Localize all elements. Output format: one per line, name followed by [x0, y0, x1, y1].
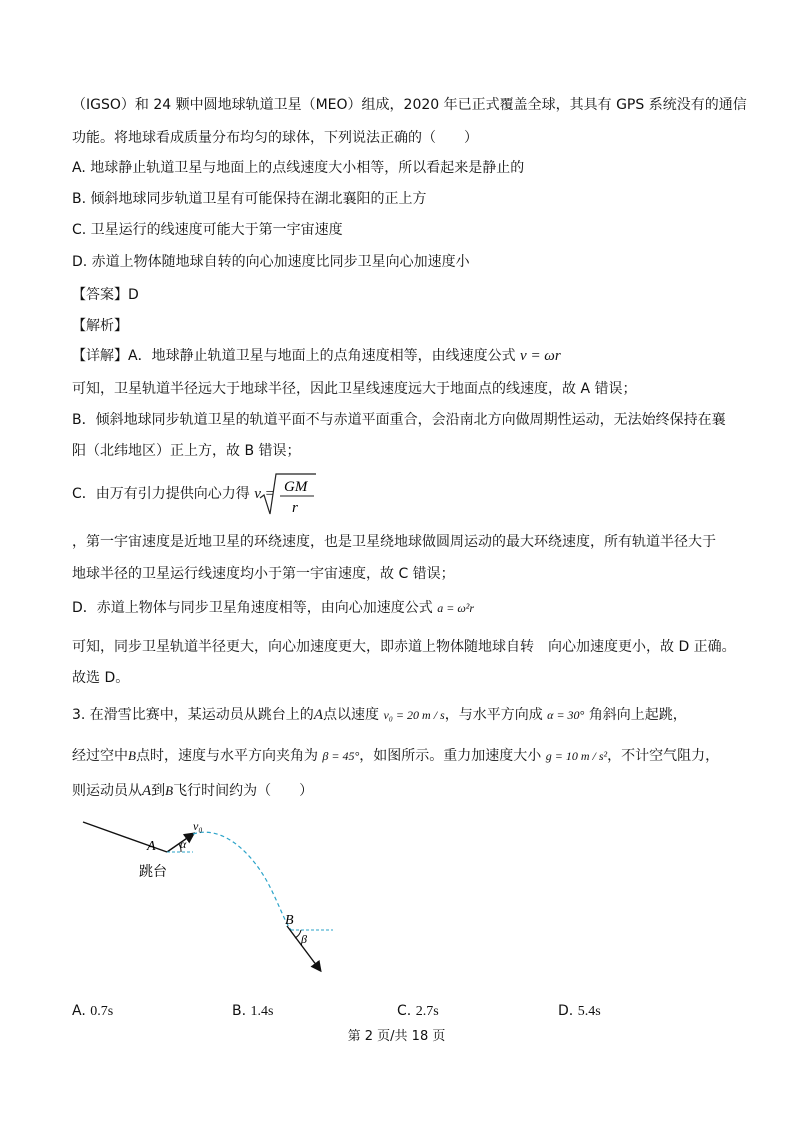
q3-text: ，与水平方向成: [444, 707, 543, 723]
q2-option-a: A. 地球静止轨道卫星与地面上的点线速度大小相等，所以看起来是静止的: [72, 160, 525, 176]
label-a: A: [147, 839, 156, 854]
label-v0: v₀: [193, 819, 203, 833]
q3-option-b: [232, 1001, 273, 1022]
option-key: C.: [397, 1003, 412, 1019]
q2-stem-line1: （IGSO）和 24 颗中圆地球轨道卫星（MEO）组成，2020 年已正式覆盖全球，其具有 GPS 系统没有的通信: [72, 97, 747, 113]
q3-g-value: g = 10 m / s²: [545, 749, 608, 763]
detail-c-line1: [72, 484, 275, 504]
q3-option-a: [72, 1001, 113, 1022]
detail-d-line2: 可知，同步卫星轨道半径更大，向心加速度更大，即赤道上物体随地球自转 向心加速度更小，故 D 正确。: [72, 639, 736, 655]
detail-b-line1: B．倾斜地球同步轨道卫星的轨道平面不与赤道平面重合，会沿南北方向做周期性运动，无法始终保持在襄: [72, 412, 726, 428]
detail-c-line2: ，第一宇宙速度是近地卫星的环绕速度，也是卫星绕地球做圆周运动的最大环绕速度，所有轨道半径大于: [72, 534, 716, 550]
q2-stem-line2: 功能。将地球看成质量分布均匀的球体，下列说法正确的（ ）: [72, 130, 478, 146]
q3-text: 点以速度: [322, 707, 379, 723]
q3-stem-line1: [72, 705, 687, 725]
q2-option-b: B. 倾斜地球同步轨道卫星有可能保持在湖北襄阳的正上方: [72, 191, 427, 207]
detail-d-text: D．赤道上物体与同步卫星角速度相等，由向心加速度公式: [72, 600, 433, 616]
formula-c-lhs: v =: [254, 486, 275, 502]
option-key: D.: [558, 1003, 574, 1019]
formula-c-numerator: GM: [284, 479, 308, 495]
q3-text: 则运动员从: [72, 783, 142, 799]
q3-stem-line3: [72, 781, 313, 801]
label-b: B: [285, 913, 294, 928]
q3-alpha-value: α = 30°: [547, 708, 585, 722]
q2-option-d: D. 赤道上物体随地球自转的向心加速度比同步卫星向心加速度小: [72, 254, 470, 270]
analysis-label: 【解析】: [72, 318, 128, 334]
detail-a-text: 【详解】A．地球静止轨道卫星与地面上的点角速度相等，由线速度公式: [72, 348, 516, 364]
q3-point-a: A: [313, 707, 323, 723]
label-platform: 跳台: [139, 864, 167, 880]
q3-text: ，不计空气阻力，: [607, 748, 720, 764]
q3-stem-line2: [72, 746, 719, 766]
ski-jump-figure: [75, 812, 345, 982]
q3-text: 到: [151, 783, 166, 799]
label-beta: β: [301, 932, 307, 946]
q3-option-d: [558, 1001, 601, 1022]
q3-point-b: B: [128, 748, 136, 763]
formula-v-omega-r: v = ωr: [520, 348, 561, 364]
detail-c-line3: 地球半径的卫星运行线速度均小于第一宇宙速度，故 C 错误；: [72, 566, 455, 582]
detail-d-line3: 故选 D。: [72, 670, 130, 686]
q3-option-c: [397, 1001, 439, 1022]
option-value: 1.4s: [250, 1004, 274, 1019]
q2-option-c: C. 卫星运行的线速度可能大于第一宇宙速度: [72, 222, 343, 238]
option-value: 2.7s: [415, 1004, 439, 1019]
detail-a-line1: [72, 346, 561, 366]
formula-sqrt-gm-over-r: [258, 470, 318, 518]
option-value: 0.7s: [90, 1004, 114, 1019]
option-value: 5.4s: [577, 1004, 601, 1019]
answer-label: 【答案】D: [72, 287, 139, 303]
q3-text: 角斜向上起跳，: [588, 707, 687, 723]
q3-text: 3. 在滑雪比赛中，某运动员从跳台上的: [72, 707, 314, 723]
trajectory-curve: [193, 832, 291, 930]
option-key: B.: [232, 1003, 247, 1019]
page-footer: 第 2 页/共 18 页: [347, 1029, 446, 1044]
option-key: A.: [72, 1003, 86, 1019]
label-alpha: α: [180, 837, 187, 851]
detail-a-line2: 可知，卫星轨道半径远大于地球半径，因此卫星线速度远大于地面点的线速度，故 A 错误；: [72, 381, 637, 397]
detail-c-text: C．由万有引力提供向心力得: [72, 486, 250, 502]
formula-c-denominator: r: [292, 500, 298, 516]
q3-point-a-ref: A: [142, 783, 152, 799]
formula-a-omega2r: a = ω²r: [437, 601, 475, 615]
q3-text: 经过空中: [72, 748, 128, 764]
detail-b-line2: 阳（北纬地区）正上方，故 B 错误；: [72, 443, 301, 459]
q3-beta-value: β = 45°: [322, 749, 360, 763]
q3-text: 点时，速度与水平方向夹角为: [135, 748, 318, 764]
q3-v0-value: v₀ = 20 m / s: [383, 708, 445, 722]
detail-d-line1: [72, 598, 474, 618]
q3-point-b-ref: B: [165, 783, 174, 798]
q3-text: ，如图所示。重力加速度大小: [359, 748, 542, 764]
q3-text: 飞行时间约为（ ）: [173, 783, 314, 799]
